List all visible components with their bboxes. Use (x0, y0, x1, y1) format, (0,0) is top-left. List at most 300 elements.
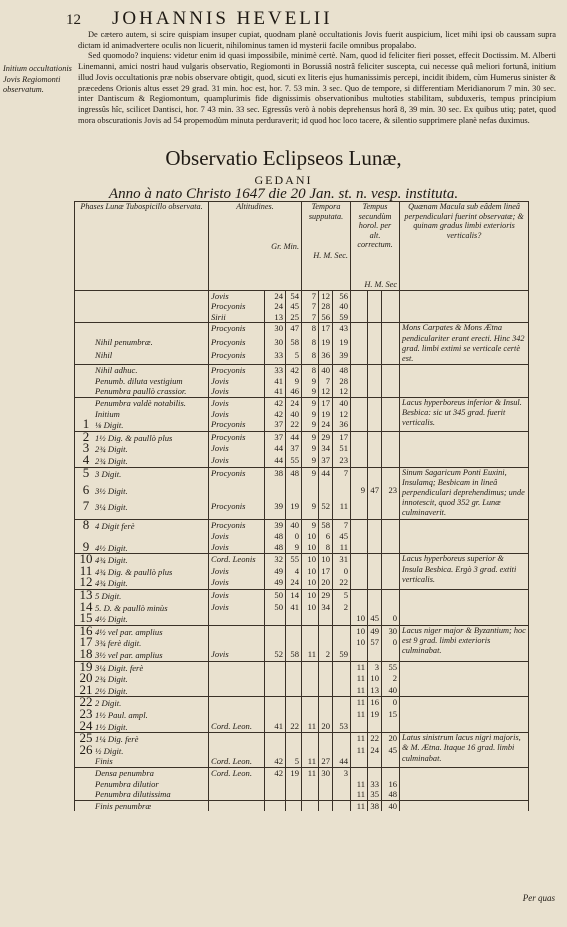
star-cell: Procyonis (209, 337, 265, 351)
header-altitudes-units: Gr. Min. (271, 241, 300, 251)
clock-seconds (382, 431, 400, 443)
body-text (78, 30, 556, 126)
clock-seconds: 30 (382, 625, 400, 637)
phase-text: 2¾ Digit. (95, 674, 128, 685)
clock-minutes (368, 350, 382, 364)
phase-cell (75, 519, 209, 531)
computed-minutes: 20 (319, 721, 333, 733)
paragraph: De cætero autem, si scire quispiam insuper cupiat, quodnam planè occultationis Jovis fuerit auspicium, licet mihi ipsi ob caussam supra dictam id animadvertere oculis non licuerit, nihilominus tamen id mysterii facile omnibus propalabo. (78, 30, 556, 50)
altitude-minutes: 44 (286, 431, 302, 443)
altitude-degrees (265, 779, 286, 790)
altitude-degrees: 13 (265, 312, 286, 323)
altitude-minutes (286, 485, 302, 502)
computed-minutes (319, 789, 333, 800)
altitude-minutes (286, 733, 302, 745)
table-row (75, 467, 529, 485)
computed-seconds (333, 789, 351, 800)
table-row (75, 733, 529, 745)
altitude-minutes: 48 (286, 467, 302, 485)
computed-minutes: 10 (319, 554, 333, 566)
computed-hours (302, 789, 319, 800)
clock-hours (351, 312, 368, 323)
marginal-note: Initium occultationis Jovis Regiomonti observatum. (3, 64, 72, 94)
clock-hours: 11 (351, 733, 368, 745)
phase-text: 4¾ Digit. (95, 578, 128, 589)
computed-seconds (333, 779, 351, 790)
altitude-degrees: 37 (265, 419, 286, 431)
clock-minutes (368, 455, 382, 467)
computed-seconds: 53 (333, 721, 351, 733)
clock-minutes: 3 (368, 661, 382, 673)
altitude-degrees: 44 (265, 443, 286, 455)
star-cell: Jovis (209, 590, 265, 602)
clock-seconds: 0 (382, 697, 400, 709)
phase-number: 22 (79, 696, 93, 710)
header-horologium-label: Tempus secundùm horol. per alt. correctum. (357, 202, 393, 250)
computed-hours: 7 (302, 301, 319, 312)
clock-seconds: 0 (382, 637, 400, 649)
phase-text: 3½ vel par. amplius (95, 650, 163, 661)
macula-note (400, 800, 529, 811)
computed-hours: 10 (302, 542, 319, 554)
computed-hours: 10 (302, 554, 319, 566)
altitude-degrees: 50 (265, 590, 286, 602)
clock-hours (351, 419, 368, 431)
star-cell: Procyonis (209, 301, 265, 312)
clock-seconds (382, 443, 400, 455)
computed-minutes: 44 (319, 467, 333, 485)
clock-hours (351, 531, 368, 542)
altitude-minutes: 55 (286, 455, 302, 467)
clock-minutes (368, 721, 382, 733)
altitude-degrees (265, 685, 286, 697)
phase-text: 5 Digit. (95, 591, 122, 602)
phase-text: 1¼ Dig. ferè (95, 734, 139, 745)
altitude-minutes (286, 709, 302, 721)
phase-cell (75, 431, 209, 443)
computed-minutes: 36 (319, 350, 333, 364)
computed-hours: 10 (302, 531, 319, 542)
star-cell: Cord. Leonis (209, 554, 265, 566)
computed-hours (302, 637, 319, 649)
phase-cell (75, 376, 209, 387)
phase-cell (75, 419, 209, 431)
clock-seconds: 16 (382, 779, 400, 790)
clock-hours (351, 721, 368, 733)
computed-seconds: 7 (333, 467, 351, 485)
clock-minutes: 49 (368, 625, 382, 637)
phase-cell (75, 301, 209, 312)
altitude-minutes (286, 637, 302, 649)
clock-minutes (368, 365, 382, 376)
computed-hours: 9 (302, 455, 319, 467)
header-tempora-label: Tempora supputata. (308, 202, 344, 221)
table-place: GEDANI (254, 173, 313, 187)
computed-seconds: 36 (333, 419, 351, 431)
clock-minutes (368, 519, 382, 531)
computed-hours: 9 (302, 419, 319, 431)
clock-seconds (382, 290, 400, 301)
phase-text: Nihil (95, 350, 113, 361)
computed-seconds: 39 (333, 350, 351, 364)
clock-hours: 11 (351, 661, 368, 673)
clock-hours (351, 290, 368, 301)
altitude-degrees (265, 637, 286, 649)
altitude-minutes: 19 (286, 501, 302, 519)
phase-number: 11 (79, 565, 93, 578)
phase-cell (75, 455, 209, 467)
altitude-degrees: 50 (265, 602, 286, 614)
phase-cell (75, 542, 209, 554)
altitude-minutes: 41 (286, 602, 302, 614)
computed-seconds: 28 (333, 376, 351, 387)
phase-number: 23 (79, 709, 93, 721)
computed-hours (302, 613, 319, 625)
clock-hours (351, 350, 368, 364)
computed-seconds: 48 (333, 365, 351, 376)
computed-hours (302, 745, 319, 757)
clock-minutes (368, 301, 382, 312)
clock-seconds: 45 (382, 745, 400, 757)
phase-cell (75, 467, 209, 485)
phase-cell (75, 409, 209, 420)
altitude-minutes: 42 (286, 365, 302, 376)
phase-cell (75, 673, 209, 685)
altitude-minutes: 55 (286, 554, 302, 566)
clock-minutes (368, 767, 382, 778)
computed-minutes (319, 673, 333, 685)
phase-number: 12 (79, 577, 93, 590)
computed-seconds (333, 800, 351, 811)
table-row (75, 323, 529, 337)
clock-seconds (382, 397, 400, 408)
computed-hours: 10 (302, 602, 319, 614)
clock-minutes: 35 (368, 789, 382, 800)
phase-number: 15 (79, 613, 93, 626)
phase-text: 4½ Digit. (95, 542, 128, 553)
clock-seconds: 20 (382, 733, 400, 745)
computed-hours: 11 (302, 721, 319, 733)
clock-seconds (382, 455, 400, 467)
clock-seconds (382, 649, 400, 661)
clock-hours: 11 (351, 685, 368, 697)
altitude-degrees (265, 697, 286, 709)
computed-minutes (319, 637, 333, 649)
phase-cell (75, 800, 209, 811)
altitude-degrees: 42 (265, 767, 286, 778)
star-cell: Procyonis (209, 501, 265, 519)
altitude-degrees (265, 673, 286, 685)
page-number: 12 (66, 12, 81, 28)
phase-text: Finis penumbræ (95, 800, 152, 811)
altitude-degrees: 30 (265, 337, 286, 351)
clock-minutes: 22 (368, 733, 382, 745)
computed-hours: 8 (302, 365, 319, 376)
computed-seconds: 31 (333, 554, 351, 566)
clock-seconds (382, 767, 400, 778)
phase-text: ⅛ Digit. (95, 420, 124, 431)
computed-minutes (319, 745, 333, 757)
phase-text: 2½ Digit. (95, 685, 128, 696)
phase-number: 19 (79, 661, 93, 674)
clock-hours (351, 431, 368, 443)
computed-minutes: 34 (319, 443, 333, 455)
phase-number: 10 (79, 553, 93, 566)
clock-seconds (382, 467, 400, 485)
phase-text: 1½ Digit. (95, 721, 128, 732)
computed-seconds: 11 (333, 501, 351, 519)
phase-number: 14 (79, 601, 93, 614)
computed-minutes: 29 (319, 590, 333, 602)
clock-seconds (382, 554, 400, 566)
star-cell: Procyonis (209, 365, 265, 376)
altitude-degrees: 24 (265, 290, 286, 301)
altitude-degrees (265, 733, 286, 745)
phase-number: 20 (79, 673, 93, 685)
computed-hours: 11 (302, 649, 319, 661)
star-cell: Procyonis (209, 467, 265, 485)
star-cell (209, 800, 265, 811)
table-row (75, 397, 529, 408)
star-cell (209, 661, 265, 673)
altitude-degrees: 30 (265, 323, 286, 337)
altitude-degrees: 39 (265, 501, 286, 519)
star-cell: Jovis (209, 566, 265, 578)
computed-minutes (319, 661, 333, 673)
star-cell: Jovis (209, 602, 265, 614)
computed-hours: 7 (302, 290, 319, 301)
phase-cell (75, 501, 209, 519)
clock-seconds: 15 (382, 709, 400, 721)
clock-hours (351, 602, 368, 614)
computed-seconds (333, 685, 351, 697)
altitude-degrees (265, 613, 286, 625)
clock-hours (351, 566, 368, 578)
phase-number: 4 (82, 454, 90, 467)
phase-number: 18 (79, 649, 93, 662)
table-row (75, 767, 529, 778)
phase-text: Penumbra valdè notabilis. (95, 397, 186, 408)
clock-seconds (382, 312, 400, 323)
computed-seconds (333, 661, 351, 673)
phase-cell (75, 566, 209, 578)
computed-seconds: 17 (333, 431, 351, 443)
altitude-minutes: 9 (286, 542, 302, 554)
computed-minutes: 8 (319, 542, 333, 554)
clock-hours (351, 542, 368, 554)
clock-seconds (382, 566, 400, 578)
clock-hours: 11 (351, 709, 368, 721)
phase-cell (75, 386, 209, 397)
page-header (0, 8, 567, 30)
altitude-minutes: 19 (286, 767, 302, 778)
phase-cell (75, 779, 209, 790)
computed-minutes: 52 (319, 501, 333, 519)
macula-note: Sinum Sagaricum Ponti Euxini, Insulamq; Besbicam in lineâ perpendiculari deprehendimus; unde innotescit, quod 352 gr. Lunæ culminaverit. (400, 467, 529, 519)
computed-seconds (333, 637, 351, 649)
computed-hours (302, 673, 319, 685)
phase-number: 24 (79, 720, 93, 733)
computed-hours (302, 625, 319, 637)
computed-hours: 9 (302, 443, 319, 455)
header-tempora (302, 202, 351, 291)
altitude-minutes: 58 (286, 337, 302, 351)
computed-minutes: 24 (319, 419, 333, 431)
table-date: Anno à nato Christo 1647 die 20 Jan. st. n. vesp. instituta. (108, 186, 459, 202)
clock-hours (351, 767, 368, 778)
phase-number: 25 (79, 732, 93, 745)
computed-seconds: 23 (333, 455, 351, 467)
header-horologium-units: H. M. Sec (364, 279, 398, 289)
altitude-degrees (265, 745, 286, 757)
clock-seconds (382, 577, 400, 589)
table-row (75, 365, 529, 376)
computed-hours (302, 779, 319, 790)
altitude-minutes: 40 (286, 519, 302, 531)
altitude-minutes (286, 779, 302, 790)
altitude-degrees: 42 (265, 756, 286, 767)
clock-seconds (382, 756, 400, 767)
clock-minutes (368, 602, 382, 614)
altitude-minutes (286, 800, 302, 811)
altitude-minutes: 54 (286, 290, 302, 301)
star-cell (209, 685, 265, 697)
computed-seconds (333, 697, 351, 709)
computed-seconds (333, 625, 351, 637)
altitude-degrees: 33 (265, 350, 286, 364)
phase-text: Densa penumbra (95, 767, 154, 778)
clock-hours (351, 365, 368, 376)
altitude-degrees: 42 (265, 409, 286, 420)
macula-note (400, 590, 529, 626)
altitude-degrees (265, 625, 286, 637)
clock-seconds (382, 376, 400, 387)
computed-seconds: 22 (333, 577, 351, 589)
clock-minutes (368, 501, 382, 519)
phase-text: 2¾ Digit. (95, 455, 128, 466)
phase-cell (75, 577, 209, 589)
computed-seconds: 44 (333, 756, 351, 767)
altitude-minutes: 4 (286, 566, 302, 578)
table-row (75, 661, 529, 673)
altitude-degrees: 38 (265, 467, 286, 485)
clock-seconds (382, 386, 400, 397)
computed-minutes: 40 (319, 365, 333, 376)
macula-note: Latus sinistrum lacus nigri majoris, & M. Ætna. Itaque 16 grad. limbi culminabat. (400, 733, 529, 768)
altitude-degrees (265, 485, 286, 502)
phase-text: ½ Digit. (95, 745, 124, 756)
computed-hours: 10 (302, 566, 319, 578)
clock-minutes (368, 323, 382, 337)
phase-cell (75, 397, 209, 408)
clock-minutes (368, 577, 382, 589)
clock-minutes: 45 (368, 613, 382, 625)
phase-text: 1½ Paul. ampl. (95, 710, 148, 721)
altitude-degrees: 49 (265, 566, 286, 578)
phase-cell (75, 602, 209, 614)
clock-hours (351, 337, 368, 351)
clock-seconds (382, 409, 400, 420)
macula-note (400, 290, 529, 323)
phase-text: 3¾ ferè digit. (95, 638, 142, 649)
macula-note (400, 365, 529, 398)
computed-hours: 8 (302, 350, 319, 364)
clock-seconds (382, 301, 400, 312)
computed-hours (302, 485, 319, 502)
star-cell: Jovis (209, 649, 265, 661)
computed-minutes: 30 (319, 767, 333, 778)
computed-seconds: 2 (333, 602, 351, 614)
phase-cell (75, 312, 209, 323)
clock-seconds (382, 602, 400, 614)
computed-minutes: 19 (319, 409, 333, 420)
phase-text: 4½ vel par. amplius (95, 626, 163, 637)
phase-number: 5 (82, 467, 90, 480)
altitude-degrees: 52 (265, 649, 286, 661)
clock-seconds: 23 (382, 485, 400, 502)
clock-seconds (382, 501, 400, 519)
computed-seconds (333, 745, 351, 757)
clock-hours: 11 (351, 779, 368, 790)
clock-minutes: 24 (368, 745, 382, 757)
phase-cell (75, 721, 209, 733)
altitude-degrees: 48 (265, 531, 286, 542)
header-altitudes-label: Altitudines. (236, 202, 274, 211)
computed-hours: 8 (302, 323, 319, 337)
header-altitudes (209, 202, 302, 291)
star-cell: Procyonis (209, 350, 265, 364)
phase-number: 8 (82, 519, 90, 532)
computed-minutes: 12 (319, 386, 333, 397)
computed-seconds (333, 733, 351, 745)
computed-minutes (319, 613, 333, 625)
header-macula: Quænam Macula sub eâdem lineâ perpendiculari fuerint observatæ; & quinam gradus limbi exterioris verticalis? (400, 202, 529, 291)
clock-minutes (368, 431, 382, 443)
star-cell (209, 613, 265, 625)
phase-number: 13 (79, 589, 93, 602)
computed-seconds: 40 (333, 397, 351, 408)
clock-hours (351, 590, 368, 602)
phase-cell (75, 685, 209, 697)
computed-seconds: 59 (333, 649, 351, 661)
clock-minutes (368, 554, 382, 566)
computed-seconds (333, 613, 351, 625)
altitude-degrees: 41 (265, 376, 286, 387)
phase-text: 5. D. & paullò minùs (95, 602, 168, 613)
phase-text: 4½ Digit. (95, 614, 128, 625)
altitude-minutes (286, 697, 302, 709)
star-cell: Jovis (209, 386, 265, 397)
clock-hours: 10 (351, 625, 368, 637)
star-cell (209, 673, 265, 685)
phase-cell (75, 613, 209, 625)
clock-hours (351, 409, 368, 420)
table-row (75, 431, 529, 443)
clock-minutes (368, 649, 382, 661)
clock-hours (351, 519, 368, 531)
clock-seconds: 40 (382, 800, 400, 811)
paragraph: Sed quomodo? inquiens: videtur enim id quasi impossibile, minimè certè. Nam, quod id feliciter fieri posset, effecit Doctissim. M. Alberti Linemanni, amici nostri haud vulgaris observatio, Regiomonti in Borussiâ nostrâ feliciter suscepta, cui necesse quâ meliori fortunâ, initium illud Jovis occultationis præ nobis observare obtigit, quod, sicuti ex literis ejus humanissimis percepi, incidit ibidem, cùm Humerus sinister & præcedens Orionis altus esset 29 grad. 31 min. hoc est, hor. 7. 53 min. 3 sec. Quo de tempore, si differentiam Meridianorum 7 min. 30 sec. inter Dantiscum & Regiomontum, quamplurimis fide dignissimis observationibus multoties stabilitam, subduxeris, tempus principium ingressûs hîc, scilicet Dantisci, hor. 7 43 min. 33 sec. Egressûs verò à nobis deprehensus horâ 8, 39 min. 30 sec. Ex quibus utiq; patet, quod mora obscurationis Jovis ad 54 propemodùm minuta perduraverit; id quod hoc loco tacere, & silentio supprimere planè nefas duximus. (78, 51, 556, 125)
phase-cell (75, 323, 209, 337)
computed-seconds: 59 (333, 312, 351, 323)
altitude-minutes (286, 685, 302, 697)
star-cell (209, 745, 265, 757)
altitude-minutes (286, 745, 302, 757)
computed-hours (302, 709, 319, 721)
running-head: JOHANNIS HEVELII (112, 8, 333, 29)
clock-hours (351, 554, 368, 566)
clock-hours (351, 467, 368, 485)
